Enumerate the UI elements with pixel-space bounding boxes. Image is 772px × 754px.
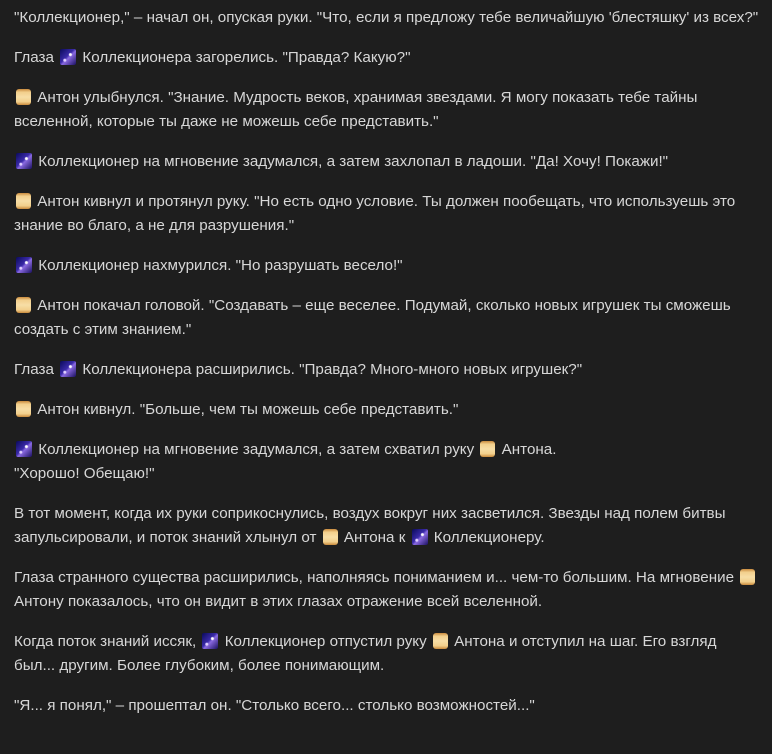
scroll-icon [480,441,495,457]
story-paragraph [14,46,759,70]
story-paragraph [14,438,759,486]
story-paragraph [14,6,759,30]
scroll-icon [740,569,755,585]
story-paragraph [14,254,759,278]
galaxy-icon [16,441,32,457]
scroll-icon [433,633,448,649]
galaxy-icon [202,633,218,649]
galaxy-icon [60,49,76,65]
story-paragraph [14,398,759,422]
paragraph-text: Антону показалось, что он видит в этих глазах отражение всей вселенной. [14,569,762,610]
story-paragraph [14,566,762,614]
paragraph-text: Коллекционер отпустил руку [220,633,431,650]
paragraph-text: В тот момент, когда их руки соприкоснулись, воздух вокруг них засветился. Звезды над полем битвы запульсировали, и поток знаний хлынул от [14,505,730,546]
story-paragraph [14,358,759,382]
scroll-icon [16,193,31,209]
paragraph-text: Антон улыбнулся. "Знание. Мудрость веков, хранимая звездами. Я могу показать тебе тайны вселенной, которые ты даже не можешь себе представить." [14,89,702,130]
story-paragraph [14,86,759,134]
galaxy-icon [16,153,32,169]
paragraph-text: Коллекционер на мгновение задумался, а затем захлопал в ладоши. "Да! Хочу! Покажи!" [34,153,669,170]
paragraph-text: Коллекционера расширились. "Правда? Много-много новых игрушек?" [78,361,583,378]
paragraph-text: Глаза [14,49,59,66]
paragraph-text: Коллекционеру. [429,529,545,546]
story-paragraph [14,630,759,678]
paragraph-text: Антона и отступил на шаг. Его взгляд был... другим. Более глубоким, более понимающим. [14,633,721,674]
paragraph-text: Коллекционер нахмурился. "Но разрушать весело!" [34,257,403,274]
galaxy-icon [412,529,428,545]
scroll-icon [16,297,31,313]
paragraph-text: Антона. "Хорошо! Обещаю!" [14,441,557,482]
paragraph-text: Когда поток знаний иссяк, [14,633,201,650]
paragraph-text: Глаза странного существа расширились, наполняясь пониманием и... чем-то большим. На мгновение [14,569,739,586]
galaxy-icon [16,257,32,273]
paragraph-text: Антон кивнул и протянул руку. "Но есть одно условие. Ты должен пообещать, что используешь это знание во благо, а не для разрушения." [14,193,740,234]
scroll-icon [16,89,31,105]
story-text [14,6,762,734]
paragraph-text: Антон покачал головой. "Создавать – еще веселее. Подумай, сколько новых игрушек ты сможешь создать с этим знанием." [14,297,735,338]
scroll-icon [16,401,31,417]
paragraph-text: "Коллекционер," – начал он, опуская руки. "Что, если я предложу тебе величайшую 'блестяшку' из всех?" [14,9,759,26]
paragraph-text: "Я... я понял," – прошептал он. "Столько всего... столько возможностей..." [14,697,535,714]
story-paragraph [14,502,759,550]
paragraph-text: Антона к [339,529,410,546]
paragraph-text: Коллекционер на мгновение задумался, а затем схватил руку [34,441,479,458]
story-paragraph [14,294,759,342]
paragraph-text: Глаза [14,361,59,378]
story-paragraph [14,190,759,238]
scroll-icon [323,529,338,545]
story-paragraph [14,150,759,174]
story-paragraph [14,694,759,718]
galaxy-icon [60,361,76,377]
paragraph-text: Антон кивнул. "Больше, чем ты можешь себе представить." [33,401,459,418]
paragraph-text: Коллекционера загорелись. "Правда? Какую?" [78,49,411,66]
